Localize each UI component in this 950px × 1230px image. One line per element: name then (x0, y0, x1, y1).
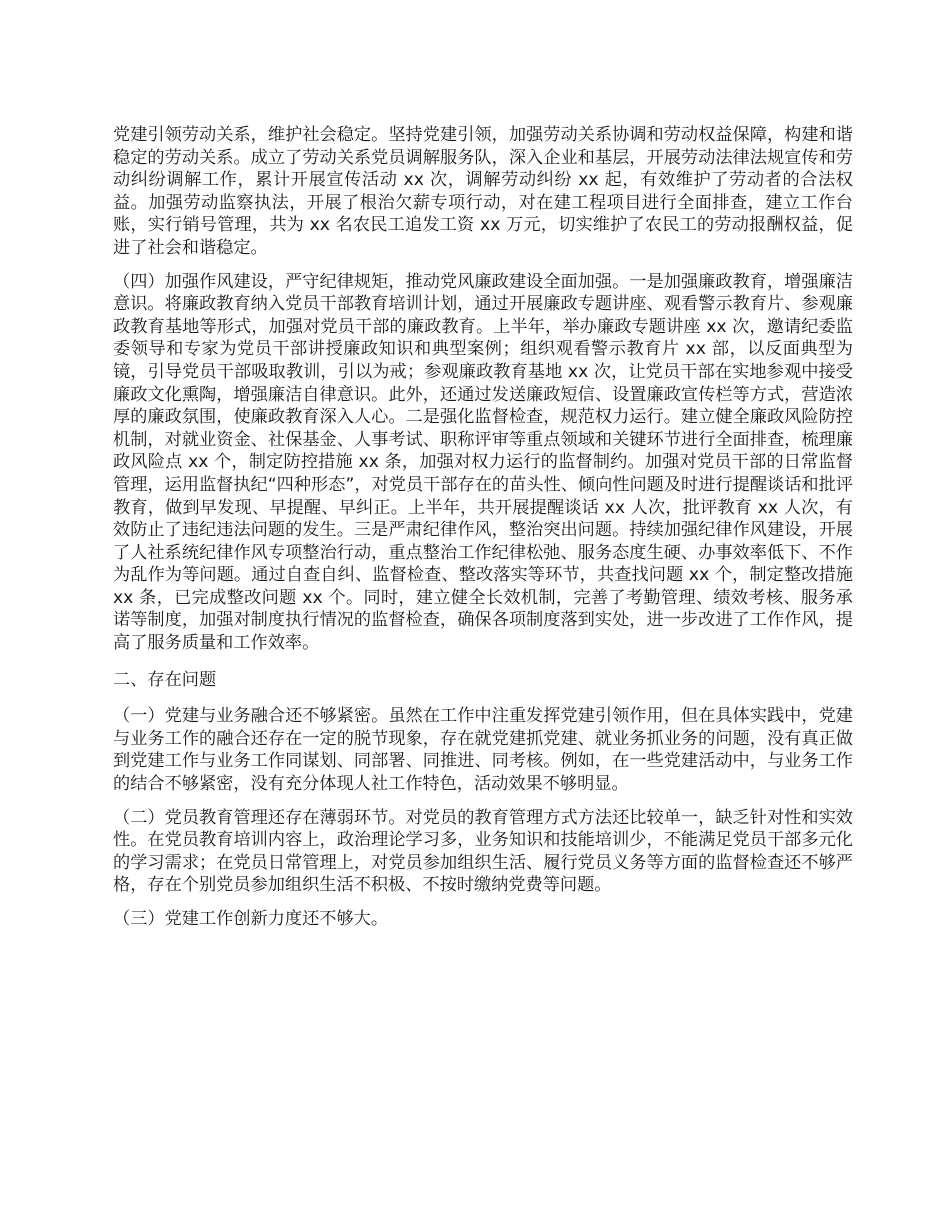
paragraph-labor-relations: 党建引领劳动关系，维护社会稳定。坚持党建引领，加强劳动关系协调和劳动权益保障，构建和谐稳定的劳动关系。成立了劳动关系党员调解服务队，深入企业和基层，开展劳动法律法规宣传和劳动纠纷调解工作，累计开展宣传活动 xx 次，调解劳动纠纷 xx 起，有效维护了劳动者的合法权益。加强劳动监察执法，开展了根治欠薪专项行动，对在建工程项目进行全面排查，建立工作台账，实行销号管理，共为 xx 名农民工追发工资 xx 万元，切实维护了农民工的劳动报酬权益，促进了社会和谐稳定。 (113, 125, 853, 258)
paragraph-problem-3: （三）党建工作创新力度还不够大。 (113, 909, 389, 929)
paragraph-integrity-building: （四）加强作风建设，严守纪律规矩，推动党风廉政建设全面加强。一是加强廉政教育，增强廉洁意识。将廉政教育纳入党员干部教育培训计划，通过开展廉政专题讲座、观看警示教育片、参观廉政教育基地等形式，加强对党员干部的廉政教育。上半年，举办廉政专题讲座 xx 次，邀请纪委监委领导和专家为党员干部讲授廉政知识和典型案例；组织观看警示教育片 xx 部，以反面典型为镜，引导党员干部吸取教训，引以为戒；参观廉政教育基地 xx 次，让党员干部在实地参观中接受廉政文化熏陶，增强廉洁自律意识。此外，还通过发送廉政短信、设置廉政宣传栏等方式，营造浓厚的廉政氛围，使廉政教育深入人心。二是强化监督检查，规范权力运行。建立健全廉政风险防控机制，对就业资金、社保基金、人事考试、职称评审等重点领域和关键环节进行全面排查，梳理廉政风险点 xx 个，制定防控措施 xx 条，加强对权力运行的监督制约。加强对党员干部的日常监督管理，运用监督执纪“四种形态”，对党员干部存在的苗头性、倾向性问题及时进行提醒谈话和批评教育，做到早发现、早提醒、早纠正。上半年，共开展提醒谈话 xx 人次，批评教育 xx 人次，有效防止了违纪违法问题的发生。三是严肃纪律作风，整治突出问题。持续加强纪律作风建设，开展了人社系统纪律作风专项整治行动，重点整治工作纪律松弛、服务态度生硬、办事效率低下、不作为乱作为等问题。通过自查自纠、监督检查、整改落实等环节，共查找问题 xx 个，制定整改措施 xx 条，已完成整改问题 xx 个。同时，建立健全长效机制，完善了考勤管理、绩效考核、服务承诺等制度，加强对制度执行情况的监督检查，确保各项制度落到实处，进一步改进了工作作风，提高了服务质量和工作效率。 (113, 271, 853, 654)
paragraph-problem-2: （二）党员教育管理还存在薄弱环节。对党员的教育管理方式方法还比较单一，缺乏针对性和实效性。在党员教育培训内容上，政治理论学习多，业务知识和技能培训少，不能满足党员干部多元化的学习需求；在党员日常管理上，对党员参加组织生活、履行党员义务等方面的监督检查还不够严格，存在个别党员参加组织生活不积极、不按时缴纳党费等问题。 (113, 807, 853, 896)
paragraph-problem-1: （一）党建与业务融合还不够紧密。虽然在工作中注重发挥党建引领作用，但在具体实践中，党建与业务工作的融合还存在一定的脱节现象，存在就党建抓党建、就业务抓业务的问题，没有真正做到党建工作与业务工作同谋划、同部署、同推进、同考核。例如，在一些党建活动中，与业务工作的结合不够紧密，没有充分体现人社工作特色，活动效果不够明显。 (113, 706, 853, 795)
document-body (113, 124, 853, 942)
section-heading-problems: 二、存在问题 (113, 669, 217, 690)
